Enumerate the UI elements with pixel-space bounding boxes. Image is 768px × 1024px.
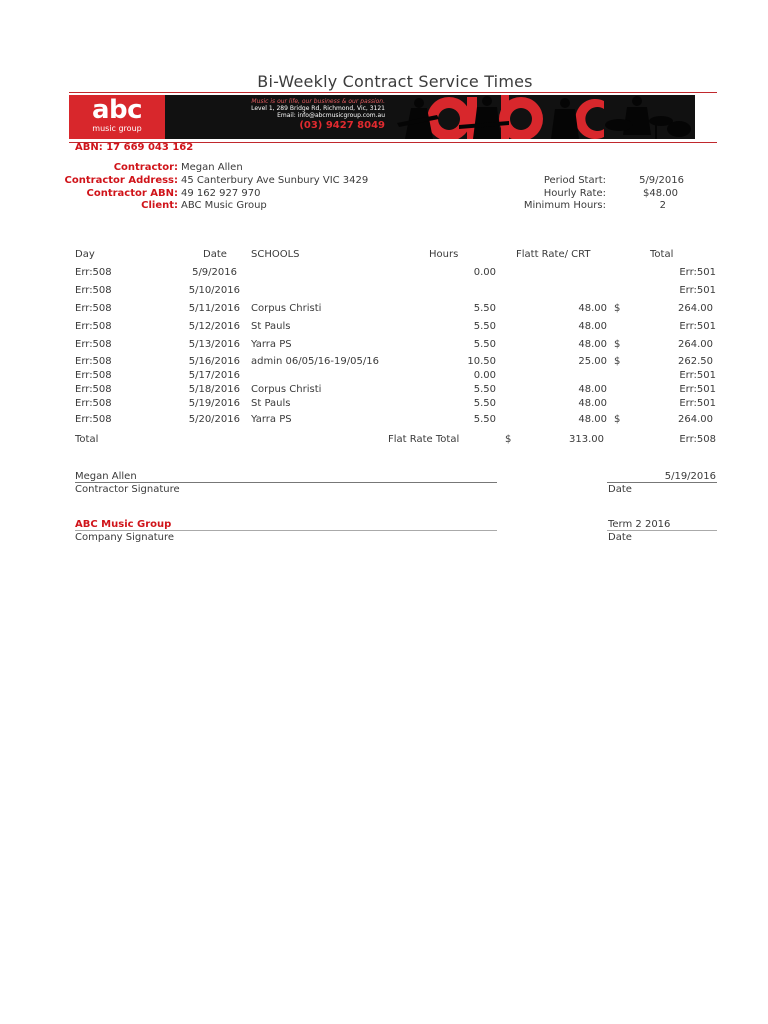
header-rule-top <box>69 92 717 93</box>
row-rate: 48.00 <box>578 384 607 395</box>
banner-address: Level 1, 289 Bridge Rd, Richmond, Vic, 3121 <box>251 105 385 112</box>
flat-rate-currency: $ <box>505 434 512 445</box>
row-school: Yarra PS <box>251 339 292 350</box>
contractor-date-line <box>607 482 717 483</box>
total-label: Total <box>75 434 99 445</box>
row-rate: 48.00 <box>578 321 607 332</box>
period-start-label: Period Start: <box>543 175 606 186</box>
row-date: 5/13/2016 <box>188 339 240 350</box>
minimum-hours-value: 2 <box>659 200 666 211</box>
row-currency: $ <box>614 414 621 425</box>
company-signature-label: Company Signature <box>75 532 174 543</box>
row-hours: 5.50 <box>473 398 496 409</box>
contractor-signature-label: Contractor Signature <box>75 484 180 495</box>
row-date: 5/9/2016 <box>192 267 237 278</box>
contractor-signature-date: 5/19/2016 <box>664 471 716 482</box>
row-school: St Pauls <box>251 321 291 332</box>
row-date: 5/12/2016 <box>188 321 240 332</box>
row-currency: $ <box>614 356 621 367</box>
row-rate: 48.00 <box>578 339 607 350</box>
company-abn: ABN: 17 669 043 162 <box>75 142 194 153</box>
header-total: Total <box>650 249 674 260</box>
row-currency: $ <box>614 303 621 314</box>
row-total: 264.00 <box>678 303 713 314</box>
banner-email: Email: info@abcmusicgroup.com.au <box>277 112 385 119</box>
row-school: Yarra PS <box>251 414 292 425</box>
row-rate: 48.00 <box>578 414 607 425</box>
company-banner <box>69 95 695 139</box>
row-date: 5/17/2016 <box>188 370 240 381</box>
row-date: 5/11/2016 <box>188 303 240 314</box>
row-date: 5/20/2016 <box>188 414 240 425</box>
row-total: Err:501 <box>679 285 716 296</box>
contractor-signature-line <box>75 482 497 483</box>
row-day: Err:508 <box>75 414 112 425</box>
row-school: admin 06/05/16-19/05/16 <box>251 356 379 367</box>
row-total: Err:501 <box>679 267 716 278</box>
header-day: Day <box>75 249 95 260</box>
row-total: Err:501 <box>679 398 716 409</box>
row-rate: 25.00 <box>578 356 607 367</box>
row-date: 5/18/2016 <box>188 384 240 395</box>
row-total: 262.50 <box>678 356 713 367</box>
header-rate: Flatt Rate/ CRT <box>516 249 591 260</box>
row-total: 264.00 <box>678 414 713 425</box>
contractor-abn-label: Contractor ABN: <box>86 188 178 199</box>
abc-logo <box>69 95 165 139</box>
page-title: Bi-Weekly Contract Service Times <box>257 72 533 91</box>
client-label: Client: <box>141 200 178 211</box>
row-rate: 48.00 <box>578 398 607 409</box>
banner-phone: (03) 9427 8049 <box>299 120 385 131</box>
header-hours: Hours <box>429 249 459 260</box>
hourly-rate-label: Hourly Rate: <box>543 188 606 199</box>
row-hours: 5.50 <box>473 321 496 332</box>
company-date-label: Date <box>608 532 632 543</box>
row-total: Err:501 <box>679 370 716 381</box>
band-silhouette-image <box>389 95 695 139</box>
contractor-label: Contractor: <box>113 162 178 173</box>
row-school: St Pauls <box>251 398 291 409</box>
hourly-rate-value: $48.00 <box>643 188 678 199</box>
flat-rate-total-value: 313.00 <box>569 434 604 445</box>
row-school: Corpus Christi <box>251 384 322 395</box>
banner-contact <box>169 98 385 132</box>
row-hours: 10.50 <box>467 356 496 367</box>
row-day: Err:508 <box>75 303 112 314</box>
row-currency: $ <box>614 339 621 350</box>
company-signature-line <box>75 530 497 531</box>
row-date: 5/19/2016 <box>188 398 240 409</box>
company-date-line <box>607 530 717 531</box>
company-signature-date: Term 2 2016 <box>608 519 671 530</box>
banner-tagline: Music is our life, our business & our passion. <box>251 98 385 105</box>
row-hours: 5.50 <box>473 414 496 425</box>
logo-word: abc <box>91 95 143 125</box>
row-day: Err:508 <box>75 398 112 409</box>
row-rate: 48.00 <box>578 303 607 314</box>
grand-total-value: Err:508 <box>679 434 716 445</box>
row-day: Err:508 <box>75 339 112 350</box>
row-date: 5/16/2016 <box>188 356 240 367</box>
row-date: 5/10/2016 <box>188 285 240 296</box>
row-school: Corpus Christi <box>251 303 322 314</box>
row-day: Err:508 <box>75 321 112 332</box>
company-signature-name: ABC Music Group <box>75 519 172 530</box>
header-date: Date <box>203 249 227 260</box>
contractor-date-label: Date <box>608 484 632 495</box>
flat-rate-total-label: Flat Rate Total <box>388 434 460 445</box>
row-day: Err:508 <box>75 267 112 278</box>
row-total: 264.00 <box>678 339 713 350</box>
contractor-address-label: Contractor Address: <box>64 175 178 186</box>
row-hours: 5.50 <box>473 303 496 314</box>
contractor-value: Megan Allen <box>181 162 243 173</box>
contractor-abn-value: 49 162 927 970 <box>181 188 261 199</box>
minimum-hours-label: Minimum Hours: <box>523 200 606 211</box>
header-schools: SCHOOLS <box>251 249 300 260</box>
row-total: Err:501 <box>679 384 716 395</box>
row-hours: 0.00 <box>473 267 496 278</box>
row-day: Err:508 <box>75 384 112 395</box>
row-hours: 0.00 <box>473 370 496 381</box>
period-start-value: 5/9/2016 <box>639 175 684 186</box>
row-day: Err:508 <box>75 370 112 381</box>
contractor-address-value: 45 Canterbury Ave Sunbury VIC 3429 <box>181 175 369 186</box>
logo-subtitle: music group <box>92 124 142 133</box>
row-total: Err:501 <box>679 321 716 332</box>
row-hours: 5.50 <box>473 384 496 395</box>
row-day: Err:508 <box>75 285 112 296</box>
row-day: Err:508 <box>75 356 112 367</box>
contractor-signature-name: Megan Allen <box>75 471 137 482</box>
client-value: ABC Music Group <box>181 200 267 211</box>
row-hours: 5.50 <box>473 339 496 350</box>
